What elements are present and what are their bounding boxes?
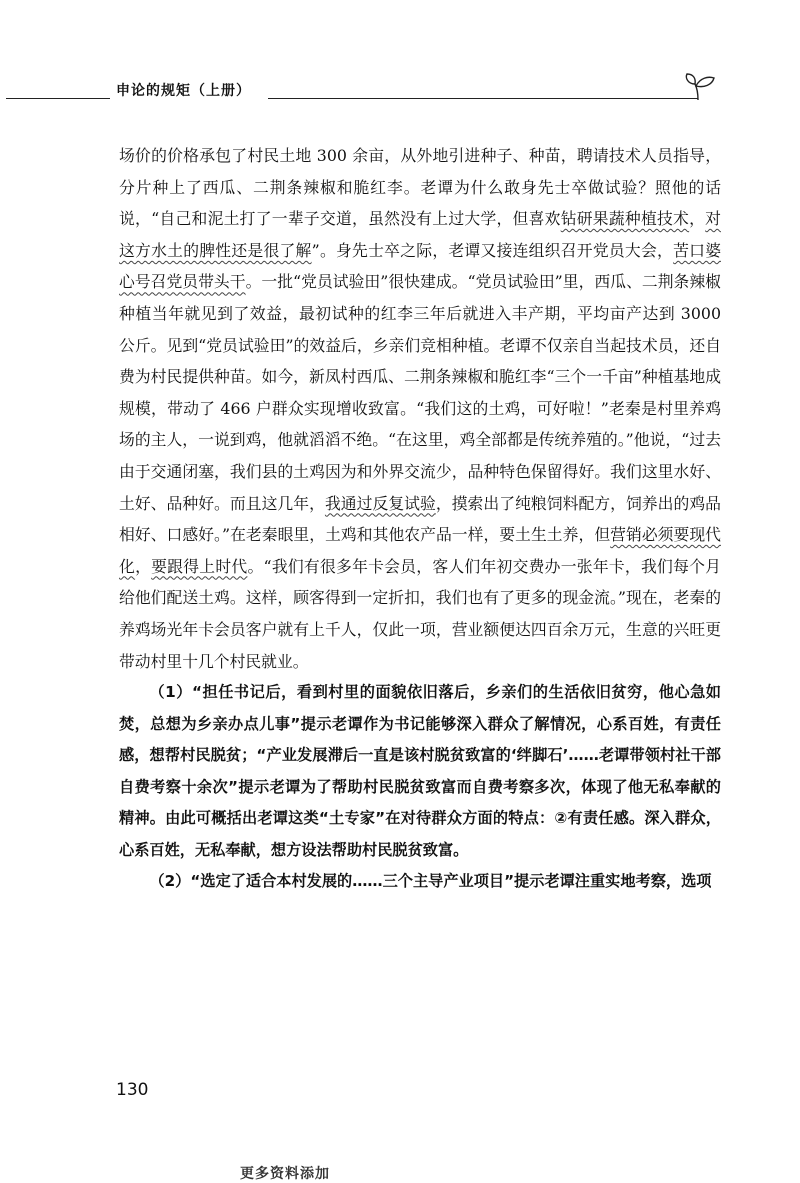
footer-text: 更多资料添加 bbox=[240, 1166, 330, 1182]
text-run: ，摸索出了纯粮饲料配方，饲养出的鸡品相好、口感好。”在老秦眼里，土鸡和其他农产品一样，要土生土养，但 bbox=[119, 493, 721, 545]
text-run: 。一批“党员试验田”很快建成。“党员试验田”里，西瓜、二荆条辣椒种植当年就见到了效益，最初试种的红李三年后就进入丰产期，平均亩产达到 3000 公斤。见到“党员试验田”的效益后，乡亲们竞相种植。老谭不仅亲自当起技术员，还自费为村民提供种苗。如今，新凤村西瓜、二荆条辣椒和脆红李“三个一千亩”种植基地成规模，带动了 466 户群众实现增收致富。“我们这的土鸡，可好啦！”老秦是村里养鸡场的主人，一说到鸡，他就滔滔不绝。“在这里，鸡全部都是传统养殖的。”他说，“过去由于交通闭塞，我们县的土鸡因为和外界交流少，品种特色保留得好。我们这里水好、土好、品种好。而且这几年， bbox=[119, 272, 721, 513]
text-run: ， bbox=[689, 209, 706, 229]
body-text bbox=[119, 140, 721, 898]
header-rule-left bbox=[6, 98, 110, 99]
header-rule-right bbox=[268, 98, 698, 99]
text-run: ， bbox=[135, 556, 152, 576]
underlined-phrase: 对这方水土的脾性还是很了解 bbox=[119, 209, 721, 260]
paragraph-2 bbox=[119, 677, 721, 866]
underlined-phrase: 钻研果蔬种植技术 bbox=[560, 209, 690, 229]
running-header bbox=[0, 76, 800, 104]
text-run: （1）“担任书记后，看到村里的面貌依旧落后，乡亲们的生活依旧贫穷，他心急如焚，总想为乡亲办点儿事”提示老谭作为书记能够深入群众了解情况，心系百姓，有责任感，想帮村民脱贫；“产业发展滞后一直是该村脱贫致富的‘绊脚石’……老谭带领村社干部自费考察十余次”提示老谭为了帮助村民脱贫致富而自费考察多次，体现了他无私奉献的精神。由此可概括出老谭这类“土专家”在对待群众方面的特点：②有责任感。深入群众，心系百姓，无私奉献，想方设法帮助村民脱贫致富。 bbox=[119, 683, 721, 859]
text-run: ”。身先士卒之际，老谭又接连组织召开党员大会， bbox=[311, 240, 674, 260]
text-run: 场价的价格承包了村民土地 300 余亩，从外地引进种子、种苗，聘请技术人员指导，分片种上了西瓜、二荆条辣椒和脆红李。老谭为什么敢身先士卒做试验？照他的话说，“自己和泥土打了一辈子交道，虽然没有上过大学，但喜欢 bbox=[119, 146, 721, 229]
book-title: 申论的规矩（上册） bbox=[116, 83, 251, 99]
page-number: 130 bbox=[116, 1080, 149, 1100]
underlined-phrase: 营销必须要现代化 bbox=[119, 525, 721, 576]
underlined-phrase: 苦口婆心号召党员带头干 bbox=[119, 240, 721, 292]
paragraph-1 bbox=[119, 140, 721, 677]
text-run: 。“我们有很多年卡会员，客人们年初交费办一张年卡，我们每个月给他们配送土鸡。这样，顾客得到一定折扣，我们也有了更多的现金流。”现在，老秦的养鸡场光年卡会员客户就有上千人，仅此一项，营业额便达四百余万元，生意的兴旺更带动村里十几个村民就业。 bbox=[119, 556, 721, 671]
text-run: （2）“选定了适合本村发展的……三个主导产业项目”提示老谭注重实地考察，选项 bbox=[149, 872, 712, 891]
underlined-phrase: 我通过反复试验 bbox=[324, 493, 436, 513]
underlined-phrase: 要跟得上时代 bbox=[151, 556, 248, 576]
paragraph-3 bbox=[119, 866, 721, 898]
sprout-icon bbox=[684, 72, 718, 102]
